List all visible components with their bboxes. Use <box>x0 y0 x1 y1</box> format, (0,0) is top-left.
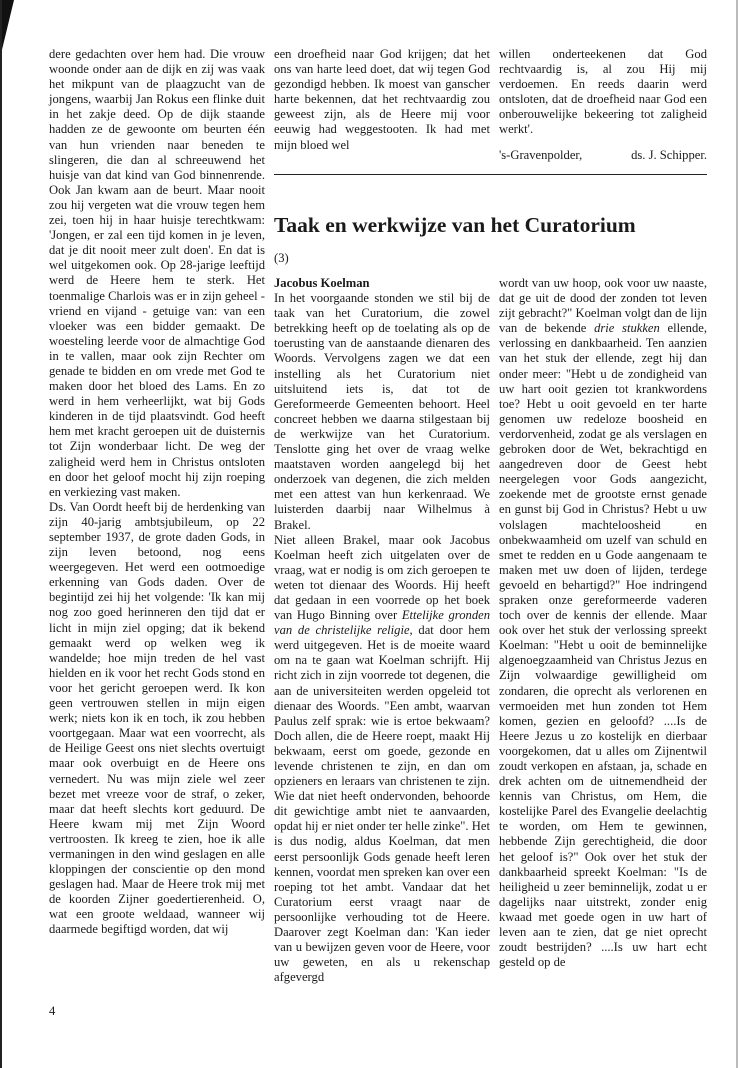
paragraph <box>499 276 707 970</box>
signature-name: ds. J. Schipper. <box>631 148 707 162</box>
column-1-text <box>49 47 265 938</box>
text-run: Niet alleen Brakel, maar ook Jacobus Koelman heeft zich uitgelaten over de vraag, wat er nodig is om zich geroepen te weten tot dienaar des Woords. Hij heeft dat gedaan in een voorrede op het boek van Hugo Binning over <box>274 532 490 623</box>
paragraph: In het voorgaande stonden we stil bij de taak van het Curatorium, die zowel betrekking heeft op de toelating als op de toerusting van de aanstaande dienaren des Woords. Vervolgens zagen we dat een instelling als het Curatorium niet uitsluitend iets is, dat tot de Gereformeerde Gemeenten behoort. Heel concreet hebben we daarna stilgestaan bij de werkwijze van het Curatorium. Tenslotte ging het over de vraag welke maatstaven worden aangelegd bij het onderzoek van degenen, die zich melden met een attest van hun kerkenraad. We luisterden daarbij naar Wilhelmus à Brakel. <box>274 291 490 532</box>
page-corner-mark <box>0 0 14 58</box>
paragraph: een droefheid naar God krijgen; dat het ons van harte leed doet, dat wij tegen God gezondigd hebben. Ik moest van ganscher harte bekennen, dat het rechtvaardig zou geweest zijn, als de Heere mij voor eeuwig had weggestooten. Ik had met mijn bloed wel <box>274 47 490 152</box>
paragraph: Ds. Van Oordt heeft bij de herdenking van zijn 40-jarig ambtsjubileum, op 22 september 1937, de grote daden Gods, in zijn leven betoond, nog eens weergegeven. Het werd een ootmoedige erkenning van Gods daden. Over de begintijd zei hij het volgende: 'Ik kan mij nog zoo goed herinneren den tijd dat er licht in mijn ziel opging; dat ik bekend gemaakt werd op welken weg ik wandelde; hoe mijn treden de hel vast hielden en ik voor het recht Gods stond en voor het gericht geroepen werd. Ik kon geen vertrouwen stellen in mijn eigen werk; niets kon ik en toch, ik zou hebben voortgegaan. Maar wat een voorrecht, als de Heilige Geest ons niet slechts overtuigt maar ook overbuigt en de Heere ons vernedert. Nu was mijn ziele wel zeer bezet met vreeze voor de straf, o zeker, maar dat heeft slechts kort geduurd. De Heere kwam mij met Zijn Woord vertroosten. Ik kreeg te zien, hoe ik alle vermaningen in den wind geslagen en alle kloppingen der conscientie op den mond geslagen had. Maar de Heere trok mij met de koorden Zijner goedertierenheid. O, wat een groote weldaad, wanneer wij daarmede begiftigd worden, dat wij <box>49 499 265 937</box>
article-column-a <box>274 276 490 985</box>
paragraph: dere gedachten over hem had. Die vrouw woonde onder aan de dijk en zij was vaak het mikpunt van de plaagzucht van de jongens, waarbij Jan Rokus een flinke duit in het zakje deed. Op de dijk staande hadden ze de gewoonte om beurten één van hun vrienden naar beneden te slingeren, die dan al schreeuwend het huisje van dat kind van God binnenrende. Ook Jan kwam aan de beurt. Maar nooit zou hij vergeten wat die vrouw tegen hem zei, toen hij in haar huisje terechtkwam: 'Jongen, er zal een tijd komen in je leven, dat je dit nooit meer zult doen'. En dat is wel uitgekomen ook. Op 28-jarige leeftijd werd de Heere hem te sterk. Het toenmalige Charlois was er in zijn geheel - vriend en vijand - getuige van: van een vloeker was een bidder gemaakt. De woesteling leerde voor de almachtige God in te vallen, maar ook zijn Rechter om genade te bidden en om vrede met God te maken door het bloed des Lams. En zo werd in hem verheerlijkt, wat bij Gods kinderen in de tijd plaatsvindt. God heeft hem met kracht geroepen uit de duisternis tot Zijn wonderbaar licht. De weg der zaligheid werd hem in Christus ontsloten en door het geloof mocht hij zijn roeping en verkiezing vast maken. <box>49 47 265 499</box>
text-run: wordt van uw hoop, ook voor uw naaste, dat ge uit de dood der zonden tot leven zijt gebracht?" Koelman volgt dan de lijn van de bekende <box>499 276 707 336</box>
article-column-b <box>499 276 707 970</box>
emphasis: drie stukken <box>594 321 660 336</box>
article-title: Taak en werkwijze van het Curatorium <box>274 213 636 237</box>
paragraph: willen onderteekenen dat God rechtvaardig is, al zou Hij mij verdoemen. En reeds daarin werd ontsloten, dat de droefheid naar God een onberouwelijke bekeering tot zaligheid werkt'. <box>499 47 707 137</box>
author-name: Jacobus Koelman <box>274 276 370 290</box>
book-title: Ettelijke gronden van de christelijke religie, <box>274 608 491 638</box>
page-number: 4 <box>49 1004 56 1018</box>
left-margin-rule <box>0 0 2 1068</box>
column-3-text <box>499 47 707 138</box>
section-divider <box>274 174 707 175</box>
paragraph <box>274 533 490 986</box>
signature <box>499 148 707 163</box>
column-2-text <box>274 47 490 153</box>
article-part-number: (3) <box>274 251 289 265</box>
signature-place: 's-Gravenpolder, <box>499 148 583 162</box>
text-run: dat door hem werd uitgegeven. Het is de moeite waard om na te gaan wat Koelman schrijft. Hij richt zich in zijn voorrede tot degenen, die aan de universiteiten werden opgeleid tot dienaar des Woords. "Een ambt, waarvan Paulus zelf sprak: wie is ertoe bekwaam? Doch allen, die de Heere roept, maakt Hij bekwaam, eerst om goede, gezonde en levende christenen te zijn, en dan om opzieners en leraars van christenen te zijn. Wie dat niet heeft ondervonden, behoorde dit gewichtige ambt niet te aanvaarden, opdat hij er niet onder ter helle zinke". Het is dus nodig, aldus Koelman, dat men eerst persoonlijk Gods genade heeft leren kennen, voordat men spreken kan over een roeping tot het ambt. Vandaar dat het Curatorium eerst vraagt naar de persoonlijke verhouding tot de Heere. Daarover zegt Koelman dan: 'Kan ieder van u bewijzen geven voor de Heere, voor uw geweten, en als u rekenschap afgevergd <box>274 623 490 985</box>
text-run: ellende, verlossing en dankbaarheid. Ten aanzien van het stuk der ellende, zegt hij dan onder meer: "Hebt u de zondigheid van uw hart ooit gezien tot krankwordens toe? Hebt u ooit gevoeld en ter harte genomen uw redeloze boosheid en verdorvenheid, zodat ge als verslagen en gebroken door de Wet, bekrachtigd en aangedreven door de Geest hebt neergelegen voor Gods aangezicht, zoekende met de grootste ernst genade en gunst bij God in Christus? Hebt u uw volslagen machteloosheid en onbekwaamheid om uzelf van schuld en smet te redden en u Gode aangenaam te maken met uw doen of lijden, terdege gevoeld en behartigd?" Hoe indringend spraken onze gereformeerde vaderen toch over de kennis der ellende. Maar ook over het stuk der verlossing spreekt Koelman: "Hebt u ooit de beminnelijke algenoegzaamheid van Christus Jezus en Zijn volwaardige gewilligheid om zondaren, die oprecht als verlorenen en vermoeiden met hun zonden tot Hem komen, gezien en geloofd? ....Is de Heere Jezus u zo kostelijk en dierbaar voorgekomen, dat u alles om Zijnentwil zoudt verkopen en afstaan, ja, schade en drek achten om de uitnemendheid der kennis van Christus, om Hem, die kostelijke Parel des Evangelie deelachtig te worden, om Hem te gewinnen, hebbende Zijn gerechtigheid, die door het geloof is?" Ook over het stuk der dankbaarheid spreekt Koelman: "Is de heiligheid u zeer beminnelijk, zodat u er dagelijks naar uitstrekt, zonder enig kwaad met goede ogen in uw hart of leven aan te zien, dat ge niet oprecht zoudt bestrijden? ....Is uw hart echt gesteld op de <box>499 321 708 970</box>
